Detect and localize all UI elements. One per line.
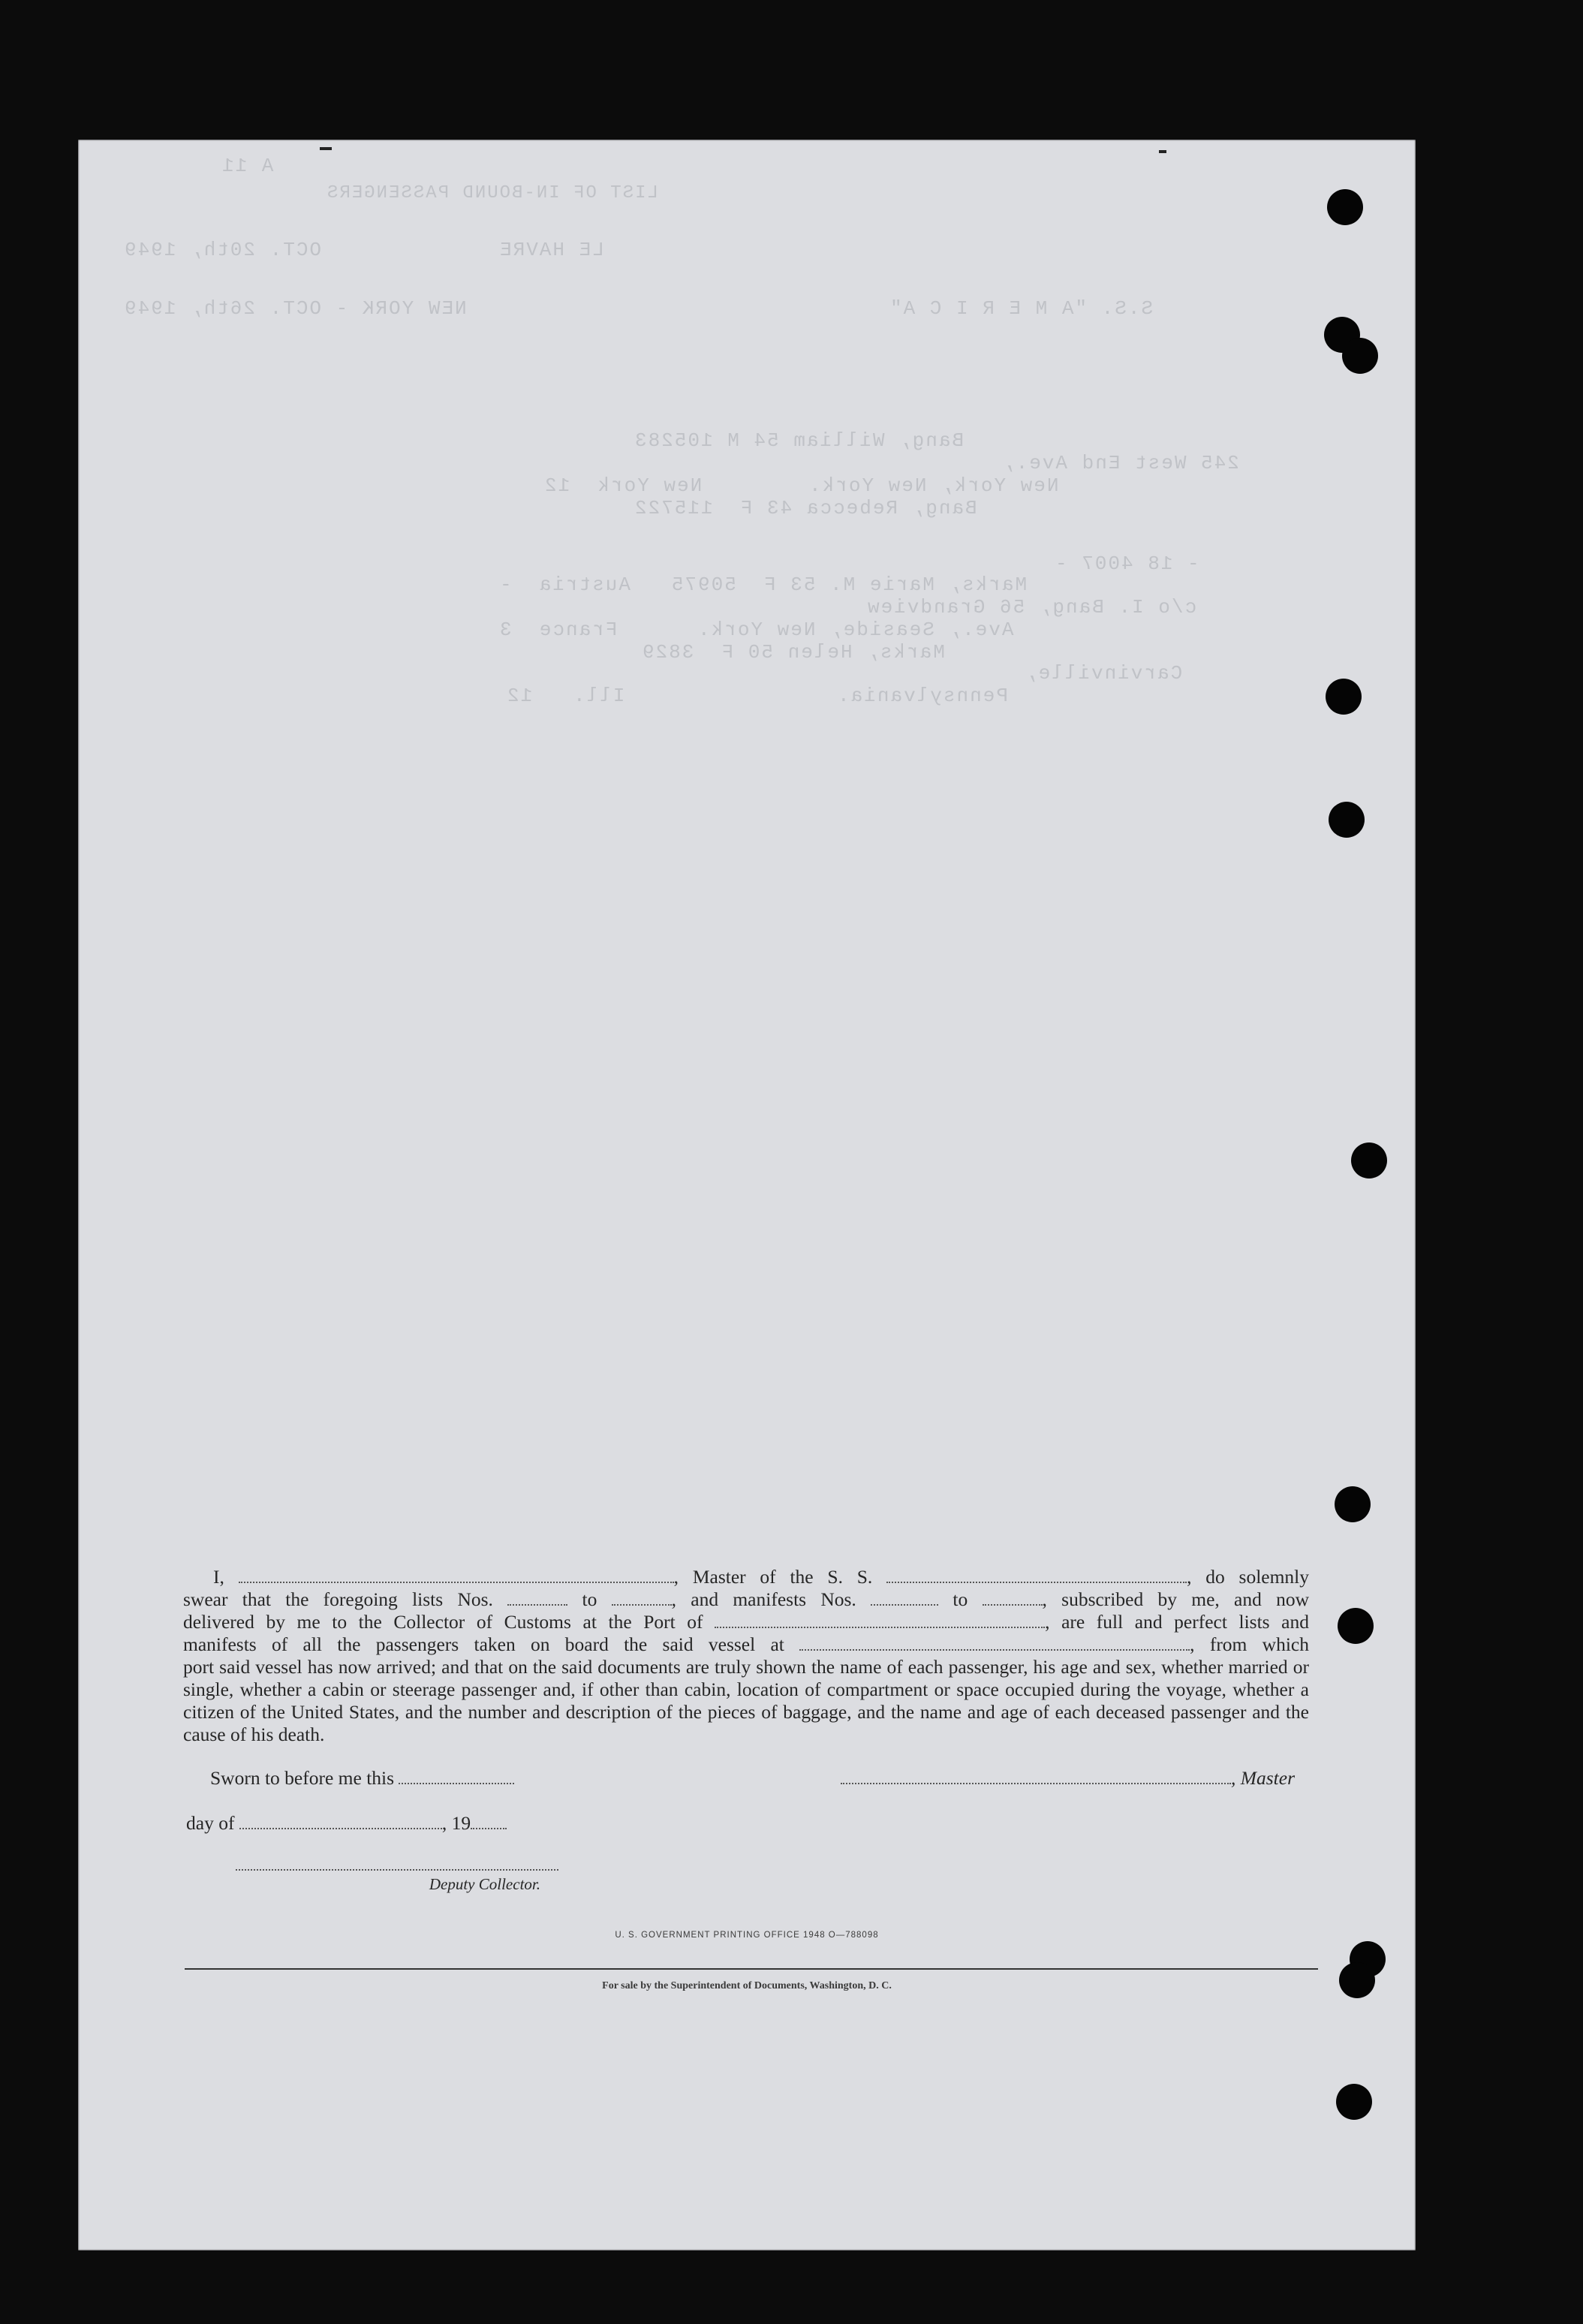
deputy-label: Deputy Collector. — [429, 1875, 540, 1893]
punch-hole — [1326, 679, 1362, 715]
bleed-sailed: OCT. 20th, 1949 — [123, 239, 322, 261]
sale-note: For sale by the Superintendent of Documents, Washington, D. C. — [602, 1980, 892, 1991]
day-line — [186, 1812, 507, 1835]
oath-text: , and manifests Nos. — [671, 1588, 856, 1610]
oath-text: , subscribed by me, and now — [1042, 1588, 1310, 1610]
oath-text: , are full and perfect lists and — [1045, 1611, 1309, 1633]
bleed-row: - 18 4007 - — [1054, 552, 1199, 575]
bleed-row: 245 West End Ave., — [1001, 452, 1239, 474]
sworn-date-blank[interactable] — [399, 1769, 514, 1784]
punch-hole — [1342, 338, 1378, 374]
day-of-label: day of — [186, 1812, 235, 1834]
ship-name-blank[interactable] — [886, 1568, 1187, 1583]
port-blank[interactable] — [715, 1613, 1045, 1628]
punch-hole — [1335, 1486, 1371, 1522]
bleed-row: Carvinville, — [1024, 662, 1183, 685]
footer-rule — [185, 1968, 1318, 1970]
deputy-signature-blank[interactable] — [236, 1856, 558, 1871]
master-label: , Master — [1231, 1767, 1295, 1789]
list-from-blank[interactable] — [507, 1591, 567, 1606]
bleed-arrival: NEW YORK - OCT. 26th, 1949 — [123, 297, 467, 320]
bleed-row: Bang, Rebecca 43 F 115722 — [634, 497, 977, 519]
year-blank[interactable] — [471, 1814, 507, 1829]
master-signature-blank[interactable] — [841, 1769, 1231, 1784]
oath-text: , do solemnly — [1187, 1566, 1310, 1588]
stray-mark — [1159, 150, 1166, 153]
bleed-header: LIST OF IN-BOUND PASSENGERS — [326, 183, 658, 203]
punch-hole — [1351, 1142, 1387, 1179]
embark-port-blank[interactable] — [799, 1636, 1190, 1651]
bleed-row: c/o I. Bang, 56 Grandview — [866, 596, 1197, 619]
year-label: , 19 — [441, 1812, 471, 1834]
bleed-row: Bang, William 54 M 105283 — [634, 429, 965, 452]
master-name-blank[interactable] — [239, 1568, 674, 1583]
manifest-from-blank[interactable] — [871, 1591, 938, 1606]
bleed-ship: S.S. "A M E R I C A" — [889, 297, 1154, 320]
master-signature-line — [841, 1767, 1295, 1790]
oath-text: delivered by me to the Collector of Customs at the Port of — [183, 1611, 703, 1633]
manifest-to-blank[interactable] — [983, 1591, 1043, 1606]
punch-hole — [1327, 189, 1363, 225]
bleed-row: Ave., Seaside, New York. France 3 — [498, 619, 1014, 641]
master-oath — [183, 1566, 1309, 1746]
sworn-label: Sworn to before me this — [210, 1767, 395, 1789]
punch-hole — [1338, 1608, 1374, 1644]
oath-text: , Master of the S. S. — [673, 1566, 873, 1588]
sworn-line — [210, 1767, 514, 1790]
bleed-row: Marks, Helen 50 F 3829 — [641, 641, 945, 664]
punch-hole — [1329, 802, 1365, 838]
oath-text: manifests of all the passengers taken on board the said vessel at — [183, 1633, 784, 1655]
bleed-row: New York, New York. New York 12 — [543, 474, 1059, 497]
bleed-row: Marks, Marie M. 53 F 50975 Austria - — [498, 573, 1028, 596]
day-blank[interactable] — [239, 1814, 442, 1829]
bleed-route: LE HAVRE — [498, 239, 604, 261]
stray-mark — [320, 147, 332, 150]
oath-text: , from which — [1190, 1633, 1309, 1655]
printer-imprint: U. S. GOVERNMENT PRINTING OFFICE 1948 O—788098 — [615, 1931, 879, 1940]
list-to-blank[interactable] — [612, 1591, 672, 1606]
oath-text: swear that the foregoing lists Nos. — [183, 1588, 493, 1610]
bleed-list-no: A 11 — [221, 155, 274, 177]
oath-text: I, — [213, 1566, 224, 1588]
oath-body: port said vessel has now arrived; and that on the said documents are truly shown the name of each passenger, his age and sex, whether married or single, whether a cabin or steerage passenger and, if other than cabin, location of compartment or space occupied during the voyage, whether a citizen of the United States, and the number and description of the pieces of baggage, and the name and age of each deceased passenger and the cause of his death. — [183, 1656, 1309, 1745]
bleed-row: Pennsylvania. Ill. 12 — [506, 685, 1008, 707]
manifest-page — [78, 140, 1416, 2250]
oath-text: to — [953, 1588, 968, 1610]
deputy-line — [236, 1856, 563, 1894]
oath-text: to — [582, 1588, 597, 1610]
punch-hole — [1336, 2084, 1372, 2120]
